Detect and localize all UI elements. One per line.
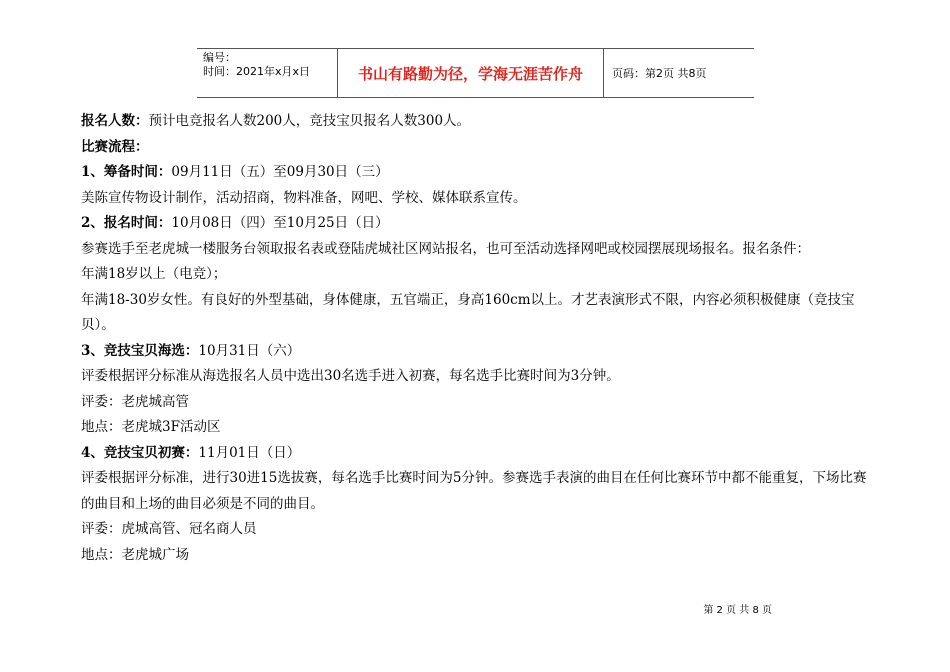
section-3-heading xyxy=(81,339,871,365)
section-4-judges: 评委：虎城高管、冠名商人员 xyxy=(81,521,257,537)
section-2-date: 10月08日（四）至10月25日（日） xyxy=(171,215,389,231)
section-3-place: 地点：老虎城3F活动区 xyxy=(81,419,221,435)
section-1-date: 09月11日（五）至09月30日（三） xyxy=(171,164,389,180)
section-2-condition-1: 年满18岁以上（电竞）； xyxy=(81,266,227,282)
section-2-title: 2、报名时间： xyxy=(81,215,172,231)
header-motto: 书山有路勤为径，学海无涯苦作舟 xyxy=(338,49,604,97)
registration-count-text: 预计电竞报名人数200人，竞技宝贝报名人数300人。 xyxy=(148,113,471,129)
document-body xyxy=(81,109,871,568)
registration-count-label: 报名人数： xyxy=(81,113,149,129)
header-meta xyxy=(197,49,338,97)
section-1-title: 1、筹备时间： xyxy=(81,164,172,180)
doc-number-label: 编号： xyxy=(203,51,236,64)
section-2-heading xyxy=(81,211,871,237)
section-4-date: 11月01日（日） xyxy=(198,444,301,461)
section-3-date: 10月31日（六） xyxy=(198,342,301,359)
section-1-heading xyxy=(81,160,871,186)
page-footer: 第 2 页 共 8 页 xyxy=(703,605,772,616)
section-4-title: 4、竞技宝贝初赛： xyxy=(81,444,199,461)
section-1-text: 美陈宣传物设计制作，活动招商，物料准备，网吧、学校、媒体联系宣传。 xyxy=(81,189,527,206)
doc-time-label: 时间：2021年x月x日 xyxy=(203,65,311,78)
section-3-text: 评委根据评分标准从海选报名人员中选出30名选手进入初赛，每名选手比赛时间为3分钟。 xyxy=(81,368,620,384)
flow-title: 比赛流程： xyxy=(81,138,149,155)
section-4-place: 地点：老虎城广场 xyxy=(81,546,189,563)
section-2-text: 参赛选手至老虎城一楼服务台领取报名表或登陆虎城社区网站报名，也可至活动选择网吧或校园摆展现场报名。报名条件： xyxy=(81,240,810,257)
section-4-text: 评委根据评分标准，进行30进15选拔赛，每名选手比赛时间为5分钟。参赛选手表演的曲目在任何比赛环节中都不能重复，下场比赛的曲目和上场的曲目必须是不同的曲目。 xyxy=(81,470,867,512)
header-page-code: 页码：第2页 共8页 xyxy=(612,67,707,80)
page-header xyxy=(197,48,754,98)
section-3-title: 3、竞技宝贝海选： xyxy=(81,342,199,359)
registration-count xyxy=(81,109,871,135)
section-2-condition-2: 年满18-30岁女性。有良好的外型基础，身体健康，五官端正，身高160cm以上。才艺表演形式不限，内容必须积极健康（竞技宝贝）。 xyxy=(81,291,855,333)
section-4-heading xyxy=(81,441,871,467)
section-3-judges: 评委：老虎城高管 xyxy=(81,393,189,410)
